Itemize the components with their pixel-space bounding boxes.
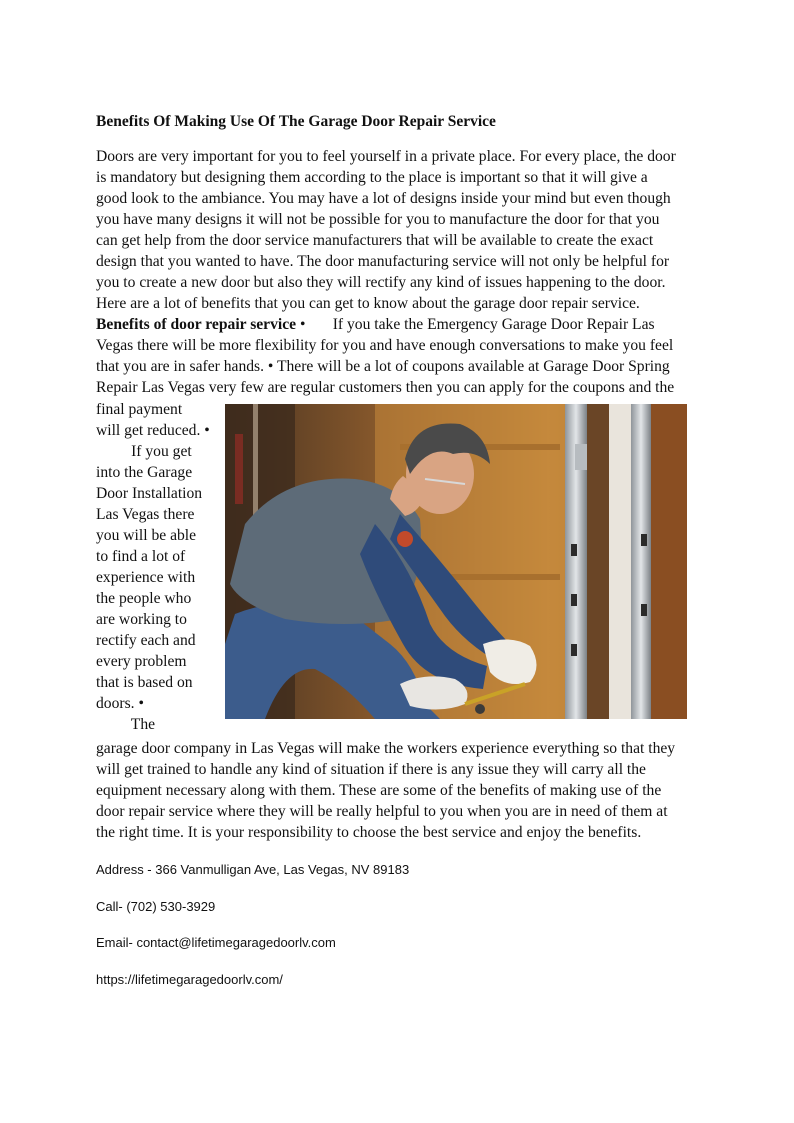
paragraph-line: garage door company in Las Vegas will make the workers experience everything so that they bbox=[96, 740, 676, 757]
paragraph-line: Vegas there will be more flexibility for you and have enough conversations to make you feel bbox=[96, 337, 674, 354]
wrapped-line: you will be able bbox=[96, 527, 197, 544]
paragraph-line: door repair service where they will be really helpful to you when you are in need of them at bbox=[96, 803, 668, 820]
contact-address: Address - 366 Vanmulligan Ave, Las Vegas, NV 89183 bbox=[96, 862, 410, 877]
document-title: Benefits Of Making Use Of The Garage Door Repair Service bbox=[96, 113, 496, 130]
paragraph-line: you to create a new door but also they will rectify any kind of issues happening to the door. bbox=[96, 274, 666, 291]
wrapped-line: If you get bbox=[96, 443, 192, 460]
wrapped-line: the people who bbox=[96, 590, 192, 607]
wrapped-line: Door Installation bbox=[96, 485, 203, 502]
wrapped-line: every problem bbox=[96, 653, 187, 670]
wrapped-line: experience with bbox=[96, 569, 196, 586]
paragraph-line: that you are in safer hands. • There will be a lot of coupons available at Garage Door Spring bbox=[96, 358, 670, 375]
paragraph-line: will get trained to handle any kind of situation if there is any issue they will carry all the bbox=[96, 761, 646, 778]
contact-email: Email- contact@lifetimegaragedoorlv.com bbox=[96, 935, 336, 950]
wrapped-line: into the Garage bbox=[96, 464, 193, 481]
wrapped-line: will get reduced. • bbox=[96, 422, 210, 439]
contact-website-link[interactable]: https://lifetimegaragedoorlv.com/ bbox=[96, 972, 283, 987]
paragraph-line: Repair Las Vegas very few are regular customers then you can apply for the coupons and the bbox=[96, 379, 675, 396]
benefits-first-line bbox=[96, 314, 655, 335]
wrapped-line: that is based on bbox=[96, 674, 193, 691]
paragraph-line: is mandatory but designing them according to the place is important so that it will give a bbox=[96, 169, 648, 186]
wrapped-line: rectify each and bbox=[96, 632, 196, 649]
photo-illustration bbox=[225, 404, 687, 719]
wrapped-line: final payment bbox=[96, 401, 183, 418]
paragraph-line: design that you wanted to have. The door manufacturing service will not only be helpful for bbox=[96, 253, 670, 270]
paragraph-line: Doors are very important for you to feel yourself in a private place. For every place, the door bbox=[96, 148, 676, 165]
contact-phone: Call- (702) 530-3929 bbox=[96, 899, 216, 914]
wrapped-line: Las Vegas there bbox=[96, 506, 195, 523]
paragraph-line: good look to the ambiance. You may have a lot of designs inside your mind but even though bbox=[96, 190, 671, 207]
wrapped-line: to find a lot of bbox=[96, 548, 186, 565]
wrapped-line: The bbox=[96, 716, 156, 733]
wrapped-line: doors. • bbox=[96, 695, 144, 712]
paragraph-line: you have many designs it will not be possible for you to manufacture the door for that you bbox=[96, 211, 660, 228]
paragraph-line: equipment necessary along with them. These are some of the benefits of making use of the bbox=[96, 782, 662, 799]
paragraph-line: can get help from the door service manufacturers that will be available to create the exact bbox=[96, 232, 654, 249]
benefits-first-line-text: • If you take the Emergency Garage Door Repair Las bbox=[296, 316, 655, 333]
paragraph-line: Here are a lot of benefits that you can get to know about the garage door repair service. bbox=[96, 295, 640, 312]
technician-repairing-garage-door-photo bbox=[225, 404, 687, 719]
benefits-heading: Benefits of door repair service bbox=[96, 316, 297, 333]
wrapped-line: are working to bbox=[96, 611, 187, 628]
paragraph-line: the right time. It is your responsibility to choose the best service and enjoy the benefits. bbox=[96, 824, 642, 841]
